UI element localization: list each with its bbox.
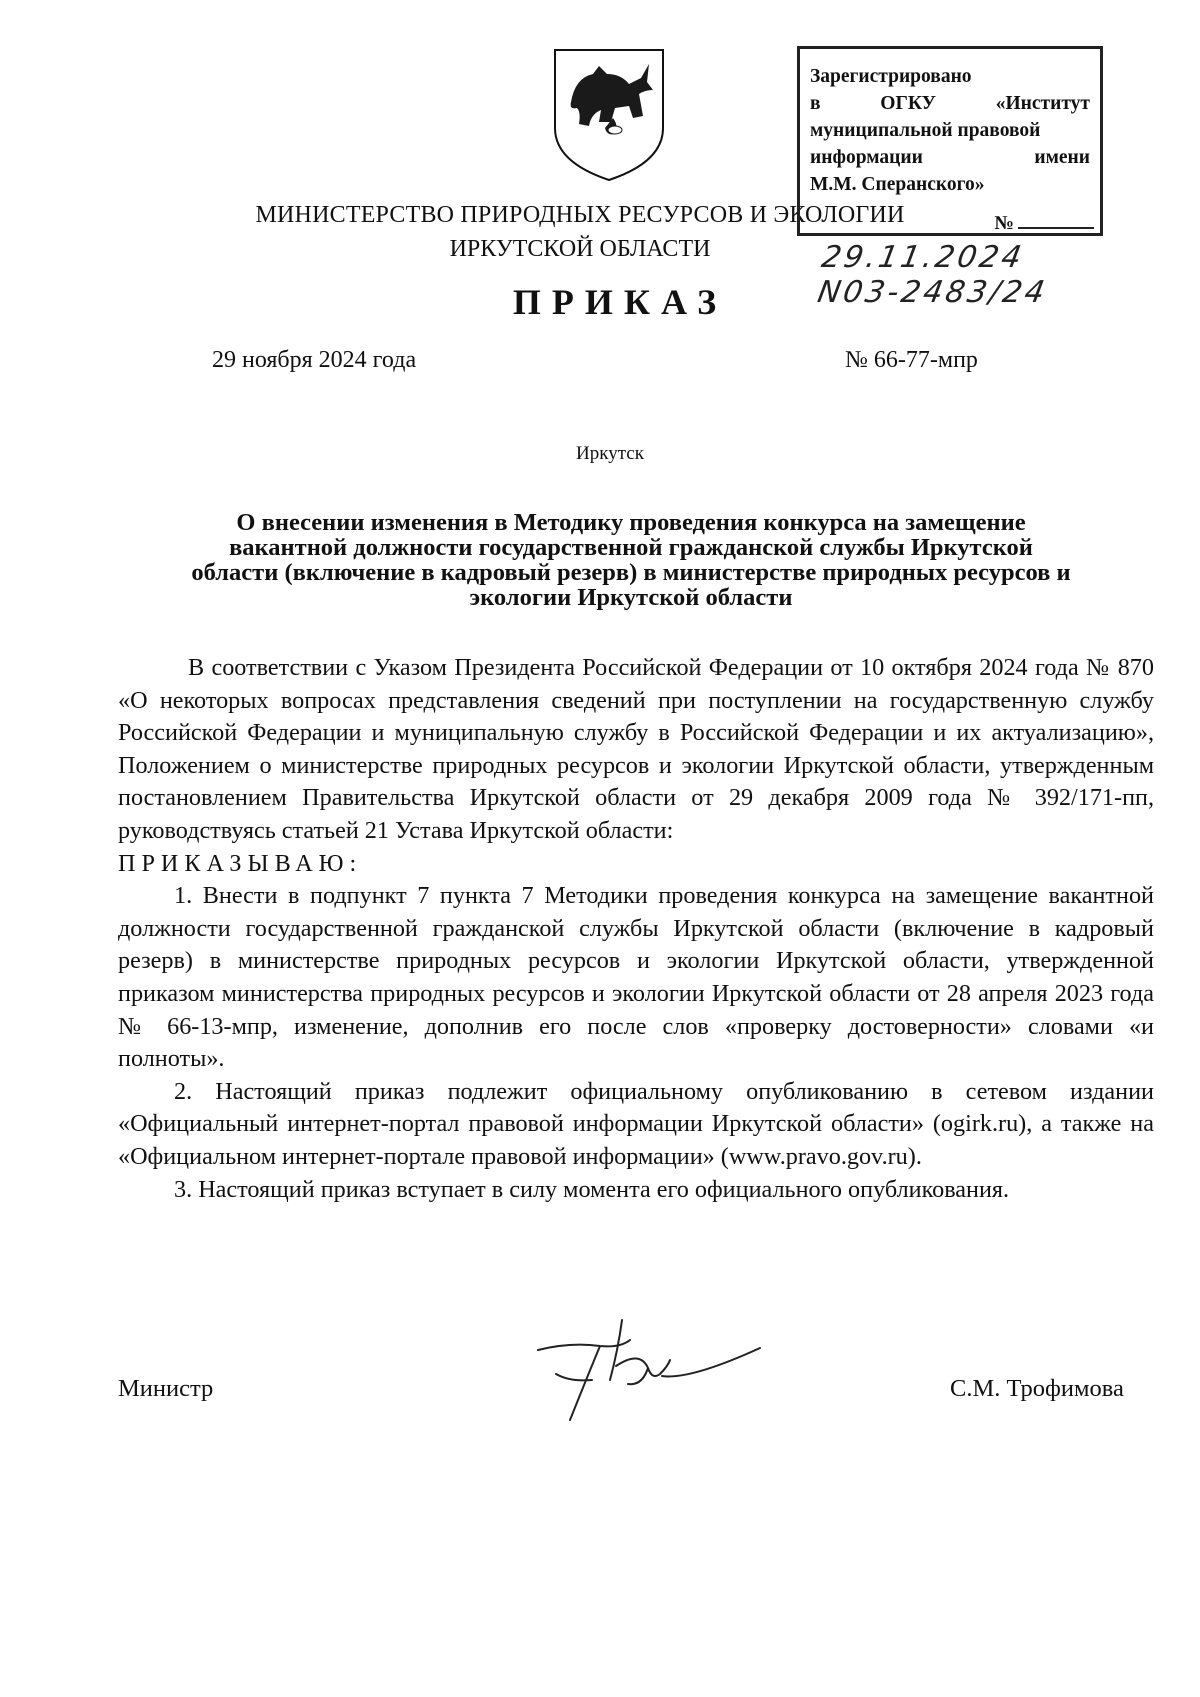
ministry-region: ИРКУТСКОЙ ОБЛАСТИ (449, 236, 711, 262)
order-item-1: 1. Внести в подпункт 7 пункта 7 Методики проведения конкурса на замещение вакантной должности государственной гражданской службы Иркутской области (включение в кадровый резерв) в министерстве природных ресурсов и экологии Иркутской области, утвержденной приказом министерства природных ресурсов и экологии Иркутской области от 28 апреля 2023 года № 66-13-мпр, изменение, дополнив его после слов «проверку достоверности» словами «и полноты». (118, 882, 1154, 1073)
stamp-number-row (810, 209, 1094, 237)
stamp-word: имени (1034, 147, 1090, 168)
stamp-line-institute (810, 90, 1090, 117)
stamp-word: информации (810, 147, 923, 168)
signer-name: С.М. Трофимова (950, 1375, 1124, 1402)
order-word: ПРИКАЗЫВАЮ: (118, 849, 363, 877)
registration-stamp (797, 46, 1103, 236)
document-type-heading: ПРИКАЗ (512, 282, 728, 322)
stamp-number-label: № (994, 213, 1014, 234)
title-line: экологии Иркутской области (469, 584, 793, 611)
stamp-word: «Институт (995, 93, 1090, 114)
stamp-number-blank (1018, 209, 1094, 229)
stamp-line-registered: Зарегистрировано (810, 66, 972, 87)
order-item-2: 2. Настоящий приказ подлежит официальному опубликованию в сетевом издании «Официальный интернет-портал правовой информации Иркутской области» (ogirk.ru), а также на «Официальном интернет-портале правовой информации» (www.pravo.gov.ru). (118, 1077, 1154, 1170)
handwritten-registration-number: N03-2483/24 (814, 275, 1051, 310)
order-body (118, 652, 1154, 1206)
title-line: области (включение в кадровый резерв) в министерстве природных ресурсов и (191, 559, 1071, 586)
handwritten-signature (530, 1310, 770, 1440)
signer-position: Министр (118, 1375, 214, 1402)
stamp-word: в (810, 93, 821, 114)
stamp-line-municipal: муниципальной правовой (810, 120, 1041, 141)
coat-of-arms-emblem (549, 44, 669, 184)
order-city: Иркутск (576, 443, 644, 464)
order-title (120, 510, 1142, 610)
ministry-name: МИНИСТЕРСТВО ПРИРОДНЫХ РЕСУРСОВ И ЭКОЛОГИИ (255, 202, 905, 228)
handwritten-registration-date: 29.11.2024 (818, 240, 1027, 275)
stamp-word: ОГКУ (880, 93, 936, 114)
order-date: 29 ноября 2024 года (212, 347, 417, 373)
order-item-3: 3. Настоящий приказ вступает в силу момента его официального опубликования. (174, 1175, 1010, 1203)
title-line: О внесении изменения в Методику проведения конкурса на замещение (236, 509, 1026, 536)
title-line: вакантной должности государственной гражданской службы Иркутской (229, 534, 1033, 561)
preamble-paragraph: В соответствии с Указом Президента Российской Федерации от 10 октября 2024 года № 870 «О некоторых вопросах представления сведений при поступлении на государственную службу Российской Федерации и муниципальную службу в Российской Федерации и их актуализацию», Положением о министерстве природных ресурсов и экологии Иркутской области, утвержденным постановлением Правительства Иркутской области от 29 декабря 2009 года № 392/171-пп, руководствуясь статьей 21 Устава Иркутской области: (118, 654, 1154, 844)
stamp-line-speransky: М.М. Сперанского» (810, 174, 985, 195)
stamp-line-information (810, 144, 1090, 171)
order-number: № 66-77-мпр (845, 347, 978, 373)
